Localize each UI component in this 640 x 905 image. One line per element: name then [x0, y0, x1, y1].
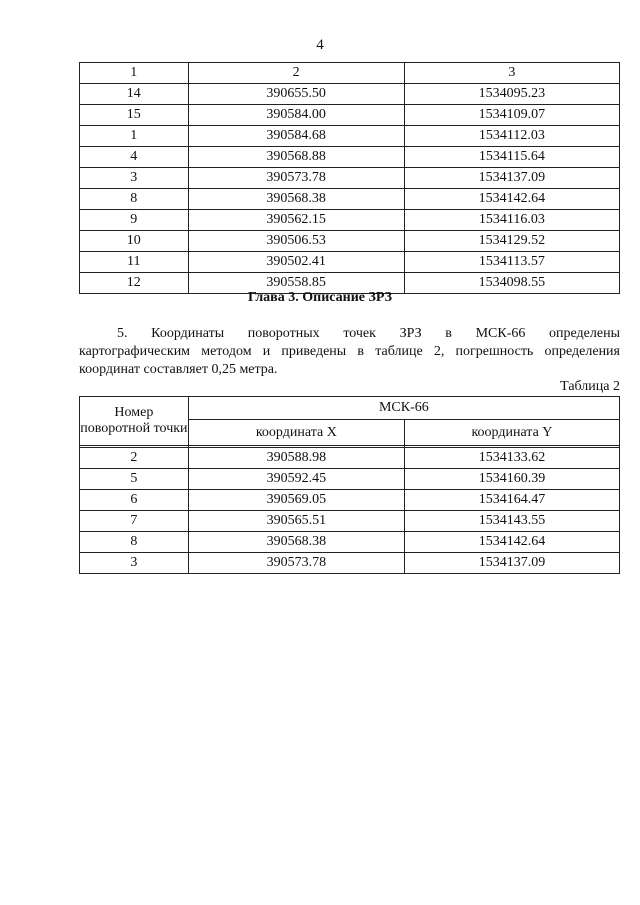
coord-y-header: координата Y [404, 420, 619, 446]
coord-x-cell: 390558.85 [188, 273, 404, 294]
table-row [80, 553, 620, 574]
point-number-cell: 11 [80, 252, 189, 273]
coord-x-cell: 390568.38 [188, 189, 404, 210]
coord-y-cell: 1534129.52 [404, 231, 619, 252]
paragraph-body: картографическим методом и приведены в таблице 2, погрешность определения координат составляет 0,25 метра. [79, 344, 620, 377]
table-row [80, 448, 620, 469]
coord-x-cell: 390569.05 [188, 490, 404, 511]
point-number-cell: 6 [80, 490, 189, 511]
column-number-1: 1 [80, 63, 189, 84]
coord-y-cell: 1534160.39 [404, 469, 619, 490]
coord-x-cell: 390655.50 [188, 84, 404, 105]
coord-y-cell: 1534116.03 [404, 210, 619, 231]
coord-x-cell: 390592.45 [188, 469, 404, 490]
point-number-cell: 12 [80, 273, 189, 294]
coord-x-cell: 390502.41 [188, 252, 404, 273]
point-number-cell: 2 [80, 448, 189, 469]
table-row [80, 210, 620, 231]
coord-x-cell: 390573.78 [188, 553, 404, 574]
table-row [80, 147, 620, 168]
table-row [80, 189, 620, 210]
table-header-row [80, 63, 620, 84]
point-number-cell: 10 [80, 231, 189, 252]
table-row [80, 84, 620, 105]
point-number-cell: 3 [80, 168, 189, 189]
coord-x-cell: 390568.38 [188, 532, 404, 553]
page-number: 4 [316, 37, 324, 53]
msk-66-header: МСК-66 [188, 397, 619, 420]
section-paragraph [79, 325, 620, 379]
coord-y-cell: 1534137.09 [404, 168, 619, 189]
table-row [80, 105, 620, 126]
coord-y-cell: 1534095.23 [404, 84, 619, 105]
coordinates-table-continued [79, 62, 620, 294]
coord-y-cell: 1534142.64 [404, 532, 619, 553]
table-row [80, 490, 620, 511]
point-number-cell: 4 [80, 147, 189, 168]
coord-y-cell: 1534098.55 [404, 273, 619, 294]
column-number-2: 2 [188, 63, 404, 84]
table-row [80, 252, 620, 273]
point-number-cell: 7 [80, 511, 189, 532]
coord-x-cell: 390565.51 [188, 511, 404, 532]
coord-y-cell: 1534115.64 [404, 147, 619, 168]
point-number-cell: 8 [80, 189, 189, 210]
coord-y-cell: 1534133.62 [404, 448, 619, 469]
point-number-cell: 5 [80, 469, 189, 490]
coord-y-cell: 1534143.55 [404, 511, 619, 532]
table-header-row [80, 397, 620, 420]
coord-x-header: координата X [188, 420, 404, 446]
coord-x-cell: 390568.88 [188, 147, 404, 168]
point-number-cell: 9 [80, 210, 189, 231]
table-row [80, 532, 620, 553]
table-row [80, 168, 620, 189]
zrz-coordinates-table [79, 396, 620, 574]
point-number-header: Номер поворотной точки [80, 397, 189, 446]
point-number-cell: 15 [80, 105, 189, 126]
column-number-3: 3 [404, 63, 619, 84]
point-number-cell: 14 [80, 84, 189, 105]
table-row [80, 231, 620, 252]
chapter-title: Глава 3. Описание ЗРЗ [248, 290, 392, 305]
coord-x-cell: 390506.53 [188, 231, 404, 252]
coord-y-cell: 1534113.57 [404, 252, 619, 273]
coord-y-cell: 1534137.09 [404, 553, 619, 574]
coord-y-cell: 1534112.03 [404, 126, 619, 147]
coord-x-cell: 390584.00 [188, 105, 404, 126]
table-row [80, 126, 620, 147]
coord-y-cell: 1534142.64 [404, 189, 619, 210]
paragraph-first-line: 5. Координаты поворотных точек ЗРЗ в МСК-66 определены [117, 326, 620, 341]
point-number-cell: 3 [80, 553, 189, 574]
point-number-cell: 1 [80, 126, 189, 147]
coord-x-cell: 390588.98 [188, 448, 404, 469]
table-row [80, 511, 620, 532]
point-number-cell: 8 [80, 532, 189, 553]
coord-x-cell: 390573.78 [188, 168, 404, 189]
coord-y-cell: 1534164.47 [404, 490, 619, 511]
coord-y-cell: 1534109.07 [404, 105, 619, 126]
coord-x-cell: 390584.68 [188, 126, 404, 147]
table-row [80, 469, 620, 490]
coord-x-cell: 390562.15 [188, 210, 404, 231]
table-caption: Таблица 2 [560, 379, 620, 394]
